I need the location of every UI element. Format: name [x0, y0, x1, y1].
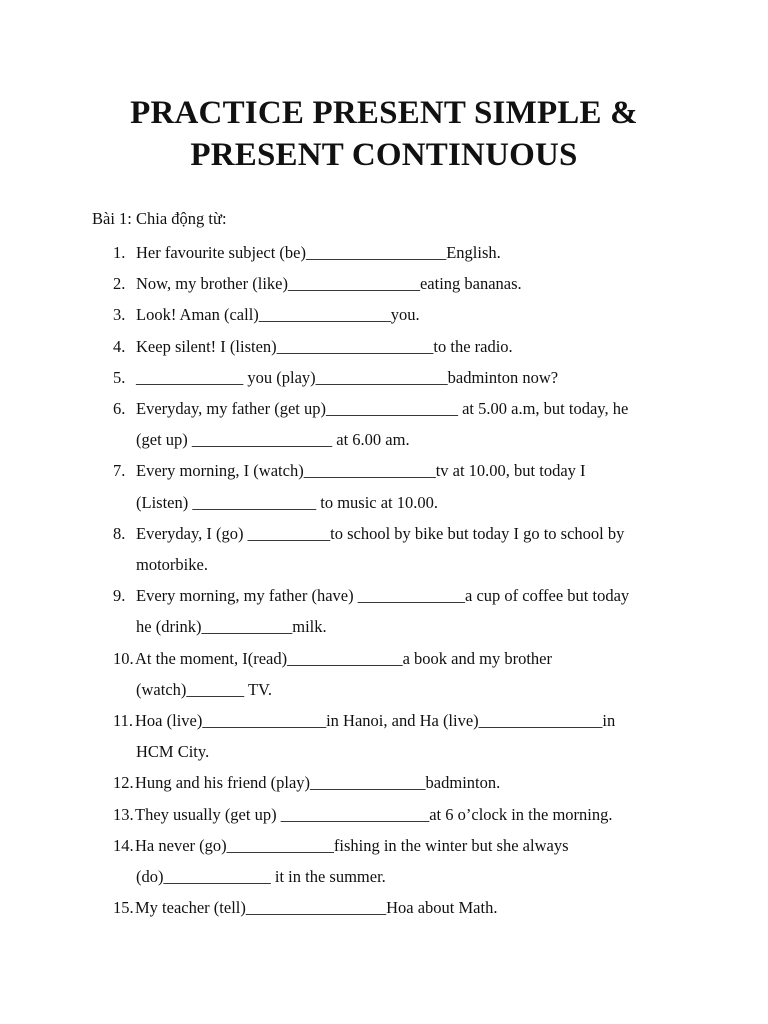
- exercise-line: Keep silent! I (listen)___________________to the radio.: [136, 336, 513, 356]
- exercise-line: Now, my brother (like)________________eating bananas.: [136, 274, 522, 294]
- exercise-line: They usually (get up) __________________at 6 o’clock in the morning.: [135, 804, 613, 824]
- exercise-line: Her favourite subject (be)_________________English.: [136, 243, 501, 262]
- exercise-line-continued: motorbike.: [136, 555, 208, 574]
- item-number: 3.: [113, 305, 126, 325]
- item-number: 1.: [113, 243, 126, 262]
- exercise-line: At the moment, I(read)______________a book and my brother: [135, 648, 552, 668]
- item-number: 14.: [113, 835, 134, 855]
- item-number: 12.: [113, 773, 134, 793]
- item-number: 9.: [113, 586, 126, 606]
- exercise-line: Hung and his friend (play)______________badminton.: [135, 773, 501, 793]
- title-line-1: PRACTICE PRESENT SIMPLE &: [130, 95, 638, 131]
- exercise-line: Look! Aman (call)________________you.: [136, 305, 420, 325]
- exercise-line: Every morning, my father (have) _____________a cup of coffee but today: [136, 586, 630, 606]
- item-number: 13.: [113, 804, 134, 824]
- exercise-line: Ha never (go)_____________fishing in the winter but she always: [135, 835, 569, 855]
- item-number: 11.: [113, 711, 134, 730]
- exercise-line-continued: (watch)_______ TV.: [136, 679, 272, 699]
- exercise-instruction: Bài 1: Chia động từ:: [92, 209, 227, 228]
- item-number: 7.: [113, 461, 126, 481]
- exercise-line: My teacher (tell)_________________Hoa about Math.: [135, 898, 498, 918]
- item-number: 5.: [113, 367, 126, 387]
- item-number: 8.: [113, 523, 126, 543]
- page-title: [0, 92, 768, 176]
- exercise-line-continued: he (drink)___________milk.: [136, 617, 327, 637]
- item-number: 2.: [113, 274, 126, 294]
- exercise-line-continued: (do)_____________ it in the summer.: [136, 867, 386, 886]
- exercise-line: _____________ you (play)________________badminton now?: [136, 367, 559, 387]
- exercise-line-continued: (Listen) _______________ to music at 10.00.: [136, 492, 439, 512]
- item-number: 10.: [113, 648, 134, 668]
- title-line-2: PRESENT CONTINUOUS: [190, 137, 578, 173]
- exercise-line: Everyday, my father (get up)________________ at 5.00 a.m, but today, he: [136, 399, 629, 418]
- exercise-line: Every morning, I (watch)________________tv at 10.00, but today I: [136, 461, 586, 481]
- exercise-line-continued: HCM City.: [136, 742, 210, 762]
- exercise-line: Hoa (live)_______________in Hanoi, and Ha (live)_______________in: [135, 711, 616, 730]
- item-number: 4.: [113, 336, 126, 356]
- exercise-line: Everyday, I (go) __________to school by bike but today I go to school by: [136, 523, 625, 543]
- item-number: 15.: [113, 898, 134, 918]
- item-number: 6.: [113, 399, 126, 418]
- exercise-line-continued: (get up) _________________ at 6.00 am.: [136, 430, 410, 450]
